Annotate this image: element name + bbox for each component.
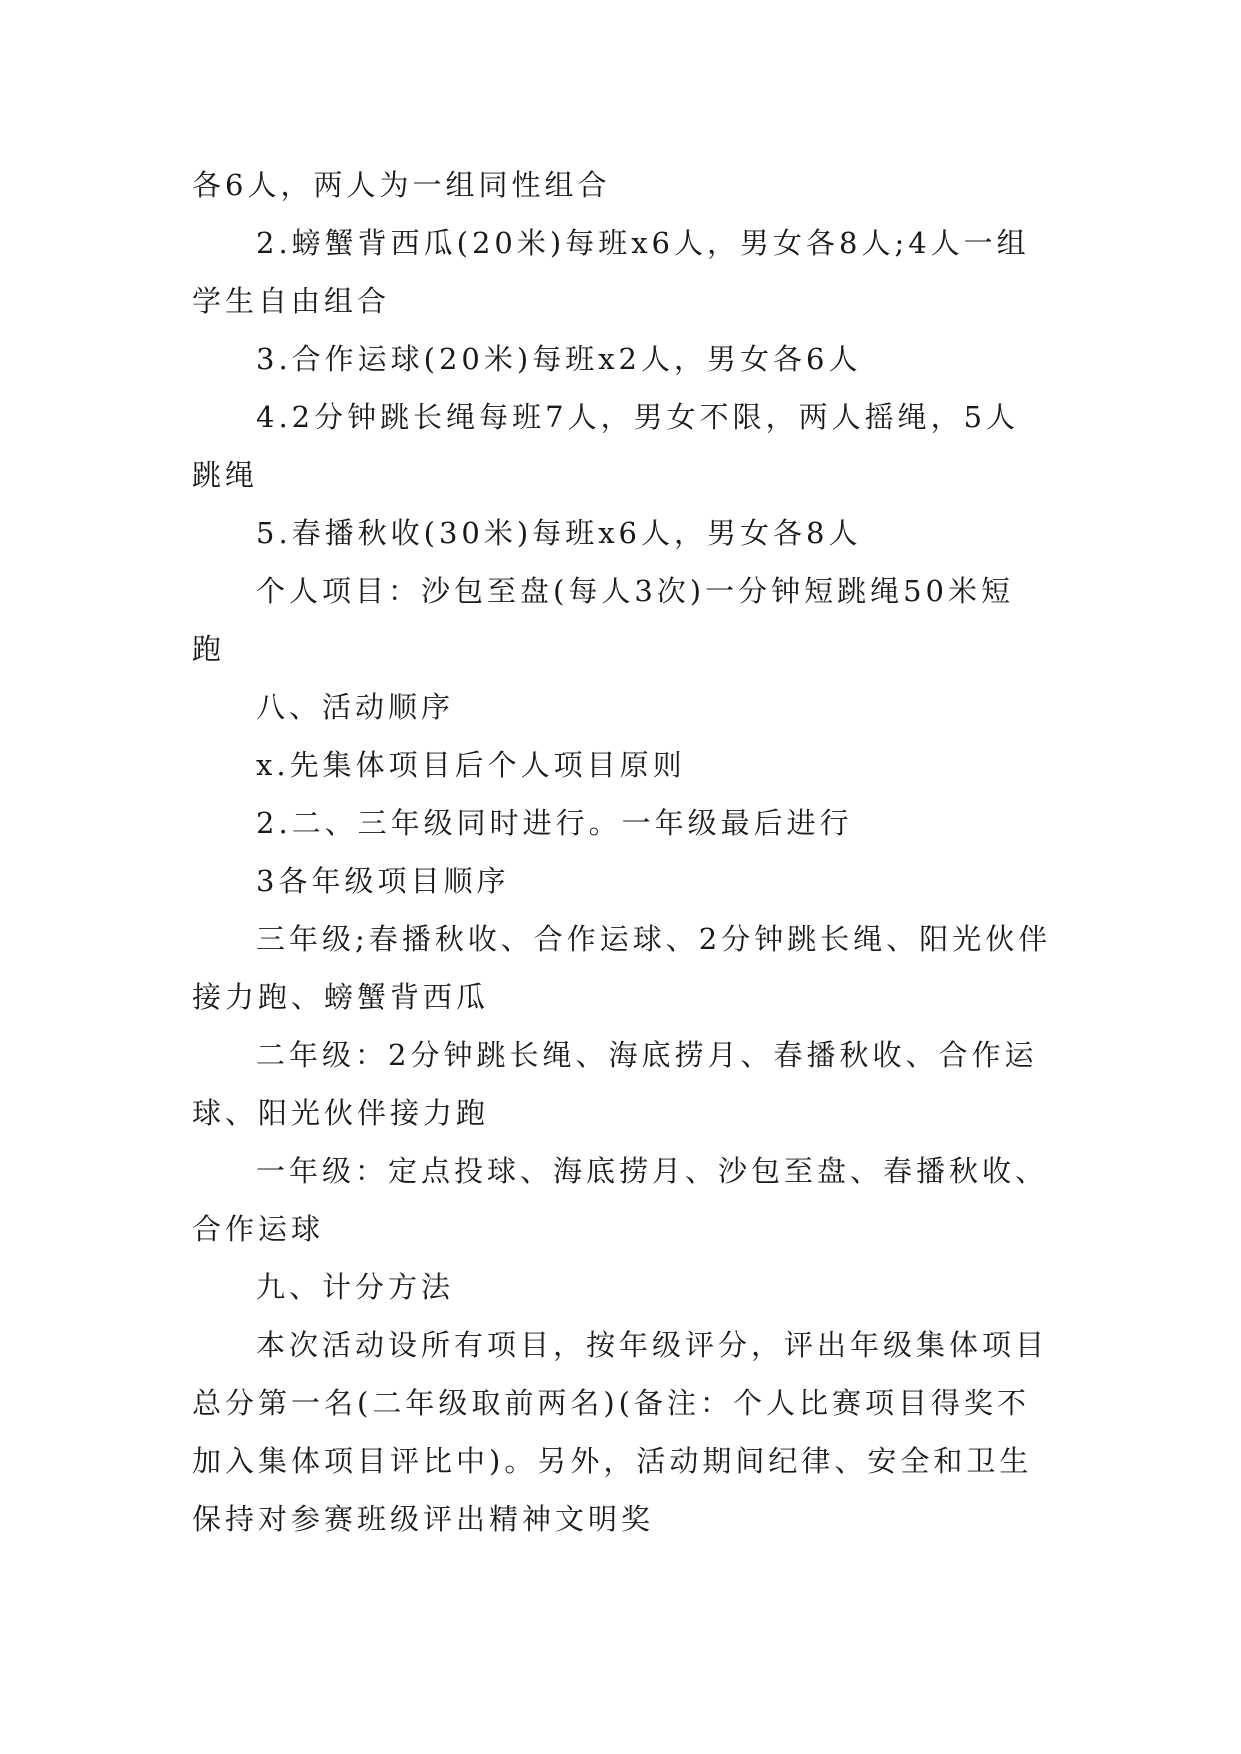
- text-line: 二年级：2分钟跳长绳、海底捞月、春播秋收、合作运: [256, 1038, 1038, 1072]
- text-line: 3.合作运球(20米)每班x2人，男女各6人: [256, 342, 862, 376]
- text-line: 总分第一名(二年级取前两名)(备注：个人比赛项目得奖不: [192, 1386, 1030, 1420]
- text-line: x.先集体项目后个人项目原则: [256, 748, 686, 782]
- text-line: 各6人，两人为一组同性组合: [192, 168, 611, 202]
- text-line: 学生自由组合: [192, 284, 391, 318]
- document-body: [192, 156, 1092, 1548]
- text-line: 跳绳: [192, 458, 259, 492]
- text-line: 3各年级项目顺序: [256, 864, 510, 898]
- text-line: 球、阳光伙伴接力跑: [192, 1096, 490, 1130]
- text-line: 2.螃蟹背西瓜(20米)每班x6人，男女各8人;4人一组: [256, 226, 1030, 260]
- text-line: 一年级：定点投球、海底捞月、沙包至盘、春播秋收、: [256, 1154, 1049, 1188]
- text-line: 三年级;春播秋收、合作运球、2分钟跳长绳、阳光伙伴: [256, 922, 1052, 956]
- text-line: 保持对参赛班级评出精神文明奖: [192, 1502, 655, 1536]
- text-line: 接力跑、螃蟹背西瓜: [192, 980, 490, 1014]
- text-line: 5.春播秋收(30米)每班x6人，男女各8人: [256, 516, 862, 550]
- text-line: 加入集体项目评比中)。另外，活动期间纪律、安全和卫生: [192, 1444, 1033, 1478]
- text-line: 4.2分钟跳长绳每班7人，男女不限，两人摇绳，5人: [256, 400, 1020, 434]
- text-line: 本次活动设所有项目，按年级评分，评出年级集体项目: [256, 1328, 1049, 1362]
- text-line: 个人项目：沙包至盘(每人3次)一分钟短跳绳50米短: [256, 574, 1014, 608]
- text-line: 2.二、三年级同时进行。一年级最后进行: [256, 806, 853, 840]
- section-heading: 九、计分方法: [256, 1270, 455, 1304]
- text-line: 跑: [192, 632, 226, 666]
- section-heading: 八、活动顺序: [256, 690, 455, 724]
- text-line: 合作运球: [192, 1212, 325, 1246]
